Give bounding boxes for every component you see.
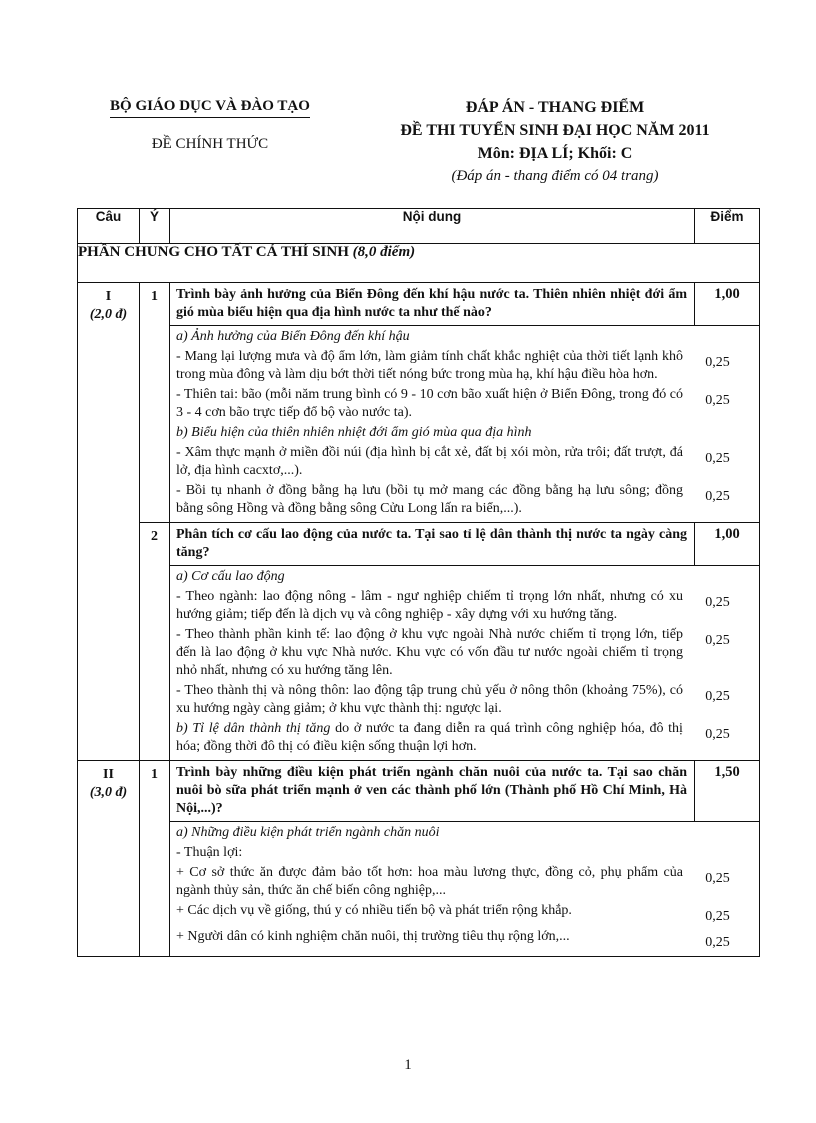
answer-line: - Theo thành phần kinh tế: lao động ở khu vực ngoài Nhà nước chiếm tỉ trọng lớn, tiếp đến là lao động ở khu vực Nhà nước. Khu vực có vốn đầu tư nước ngoài chiếm tỉ trọng nhỏ nhất, nhưng có xu hướng tăng lên. 0,25 [176,626,752,680]
line-score: 0,25 [705,689,730,704]
line-score: 0,25 [705,451,730,466]
table-header-row [78,209,760,244]
header-y: Ý [140,209,170,244]
part-number: 1 [140,283,170,523]
doc-subject: Môn: ĐỊA LÍ; Khối: C [477,145,633,162]
part-number: 2 [140,523,170,761]
header-score: Điểm [695,209,760,244]
line-score: 0,25 [705,727,730,742]
answer-content [170,566,760,761]
table-row [78,283,760,326]
doc-note: (Đáp án - thang điểm có 04 trang) [451,168,659,184]
answer-line: + Các dịch vụ về giống, thú y có nhiều tiến bộ và phát triển rộng khắp. 0,25 [176,902,752,926]
header-cau: Câu [78,209,140,244]
page-number: 1 [404,1057,412,1073]
answer-subheading: - Thuận lợi: [176,845,243,860]
question-text: Phân tích cơ cấu lao động của nước ta. Tại sao tỉ lệ dân thành thị nước ta ngày càng tăng? [170,523,695,566]
line-score: 0,25 [705,393,730,408]
table-row [78,523,760,566]
question-text: Trình bày những điều kiện phát triển ngành chăn nuôi của nước ta. Tại sao chăn nuôi bò sữa phát triển mạnh ở ven các thành phố lớn (Thành phố Hồ Chí Minh, Hà Nội,...)? [170,761,695,822]
question-score: 1,50 [695,761,760,822]
line-score: 0,25 [705,871,730,886]
answer-subheading: b) Biểu hiện của thiên nhiên nhiệt đới ẩm gió mùa qua địa hình [176,425,532,440]
table-row [78,761,760,822]
question-text: Trình bày ảnh hưởng của Biển Đông đến khí hậu nước ta. Thiên nhiên nhiệt đới ẩm gió mùa biểu hiện qua địa hình nước ta như thế nào? [170,283,695,326]
answer-line: - Mang lại lượng mưa và độ ẩm lớn, làm giảm tính chất khắc nghiệt của thời tiết lạnh khô trong mùa đông và làm dịu bớt thời tiết nóng bức trong mùa hạ, khí hậu điều hòa hơn. 0,25 [176,348,752,384]
table-row [78,822,760,957]
answer-line: - Theo thành thị và nông thôn: lao động tập trung chủ yếu ở nông thôn (khoảng 75%), có xu hướng ngày càng giảm; ở khu vực thành thị: ngược lại. 0,25 [176,682,752,718]
answer-subheading: a) Những điều kiện phát triển ngành chăn nuôi [176,825,440,840]
line-score: 0,25 [705,909,730,924]
answer-line: b) Tỉ lệ dân thành thị tăng do ở nước ta đang diễn ra quá trình công nghiệp hóa, đô thị hóa; đồng thời đô thị có điều kiện sống thuận lợi hơn. 0,25 [176,720,752,756]
answer-line: - Theo ngành: lao động nông - lâm - ngư nghiệp chiếm tỉ trọng lớn nhất, nhưng có xu hướng giảm; tiếp đến là dịch vụ và công nghiệp - xây dựng với xu hướng tăng. 0,25 [176,588,752,624]
ministry-name: BỘ GIÁO DỤC VÀ ĐÀO TẠO [60,96,360,118]
answer-content [170,326,760,523]
header-left [60,96,360,153]
answer-table [77,208,760,957]
answer-line: + Người dân có kinh nghiệm chăn nuôi, thị trường tiêu thụ rộng lớn,... 0,25 [176,928,752,952]
line-score: 0,25 [705,935,730,950]
doc-subtitle: ĐỀ THI TUYỂN SINH ĐẠI HỌC NĂM 2011 [400,122,710,139]
table-row [78,566,760,761]
question-cell-I: I (2,0 đ) [78,283,140,761]
header-right [360,96,750,188]
table-row [78,326,760,523]
answer-line: - Xâm thực mạnh ở miền đồi núi (địa hình bị cắt xẻ, đất bị xói mòn, rửa trôi; đất trượt, đá lở, địa hình cacxtơ,...). 0,25 [176,444,752,480]
question-cell-II: II (3,0 đ) [78,761,140,957]
answer-line: - Bồi tụ nhanh ở đồng bằng hạ lưu (bồi tụ mở mang các đồng bằng hạ lưu sông; đồng bằng sông Hồng và đồng bằng sông Cửu Long lấn ra biển,...). 0,25 [176,482,752,518]
answer-content [170,822,760,957]
line-score: 0,25 [705,489,730,504]
doc-title: ĐÁP ÁN - THANG ĐIỂM [465,99,645,116]
answer-line: + Cơ sở thức ăn được đảm bảo tốt hơn: hoa màu lương thực, đồng cỏ, phụ phẩm của ngành thủy sản, thức ăn chế biến công nghiệp,... 0,25 [176,864,752,900]
official-label: ĐỀ CHÍNH THỨC [151,136,269,152]
answer-subheading: a) Ảnh hưởng của Biển Đông đến khí hậu [176,329,410,344]
header-content: Nội dung [170,209,695,244]
part-number: 1 [140,761,170,957]
line-score: 0,25 [705,595,730,610]
answer-line: - Thiên tai: bão (mỗi năm trung bình có 9 - 10 cơn bão xuất hiện ở Biển Đông, trong đó có 3 - 4 cơn bão trực tiếp đổ bộ vào nước ta). 0,25 [176,386,752,422]
line-score: 0,25 [705,355,730,370]
answer-subheading: a) Cơ cấu lao động [176,569,285,584]
line-score: 0,25 [705,633,730,648]
question-score: 1,00 [695,523,760,566]
section-title: PHẦN CHUNG CHO TẤT CẢ THÍ SINH (8,0 điểm) [78,244,760,283]
section-row [78,244,760,283]
question-score: 1,00 [695,283,760,326]
